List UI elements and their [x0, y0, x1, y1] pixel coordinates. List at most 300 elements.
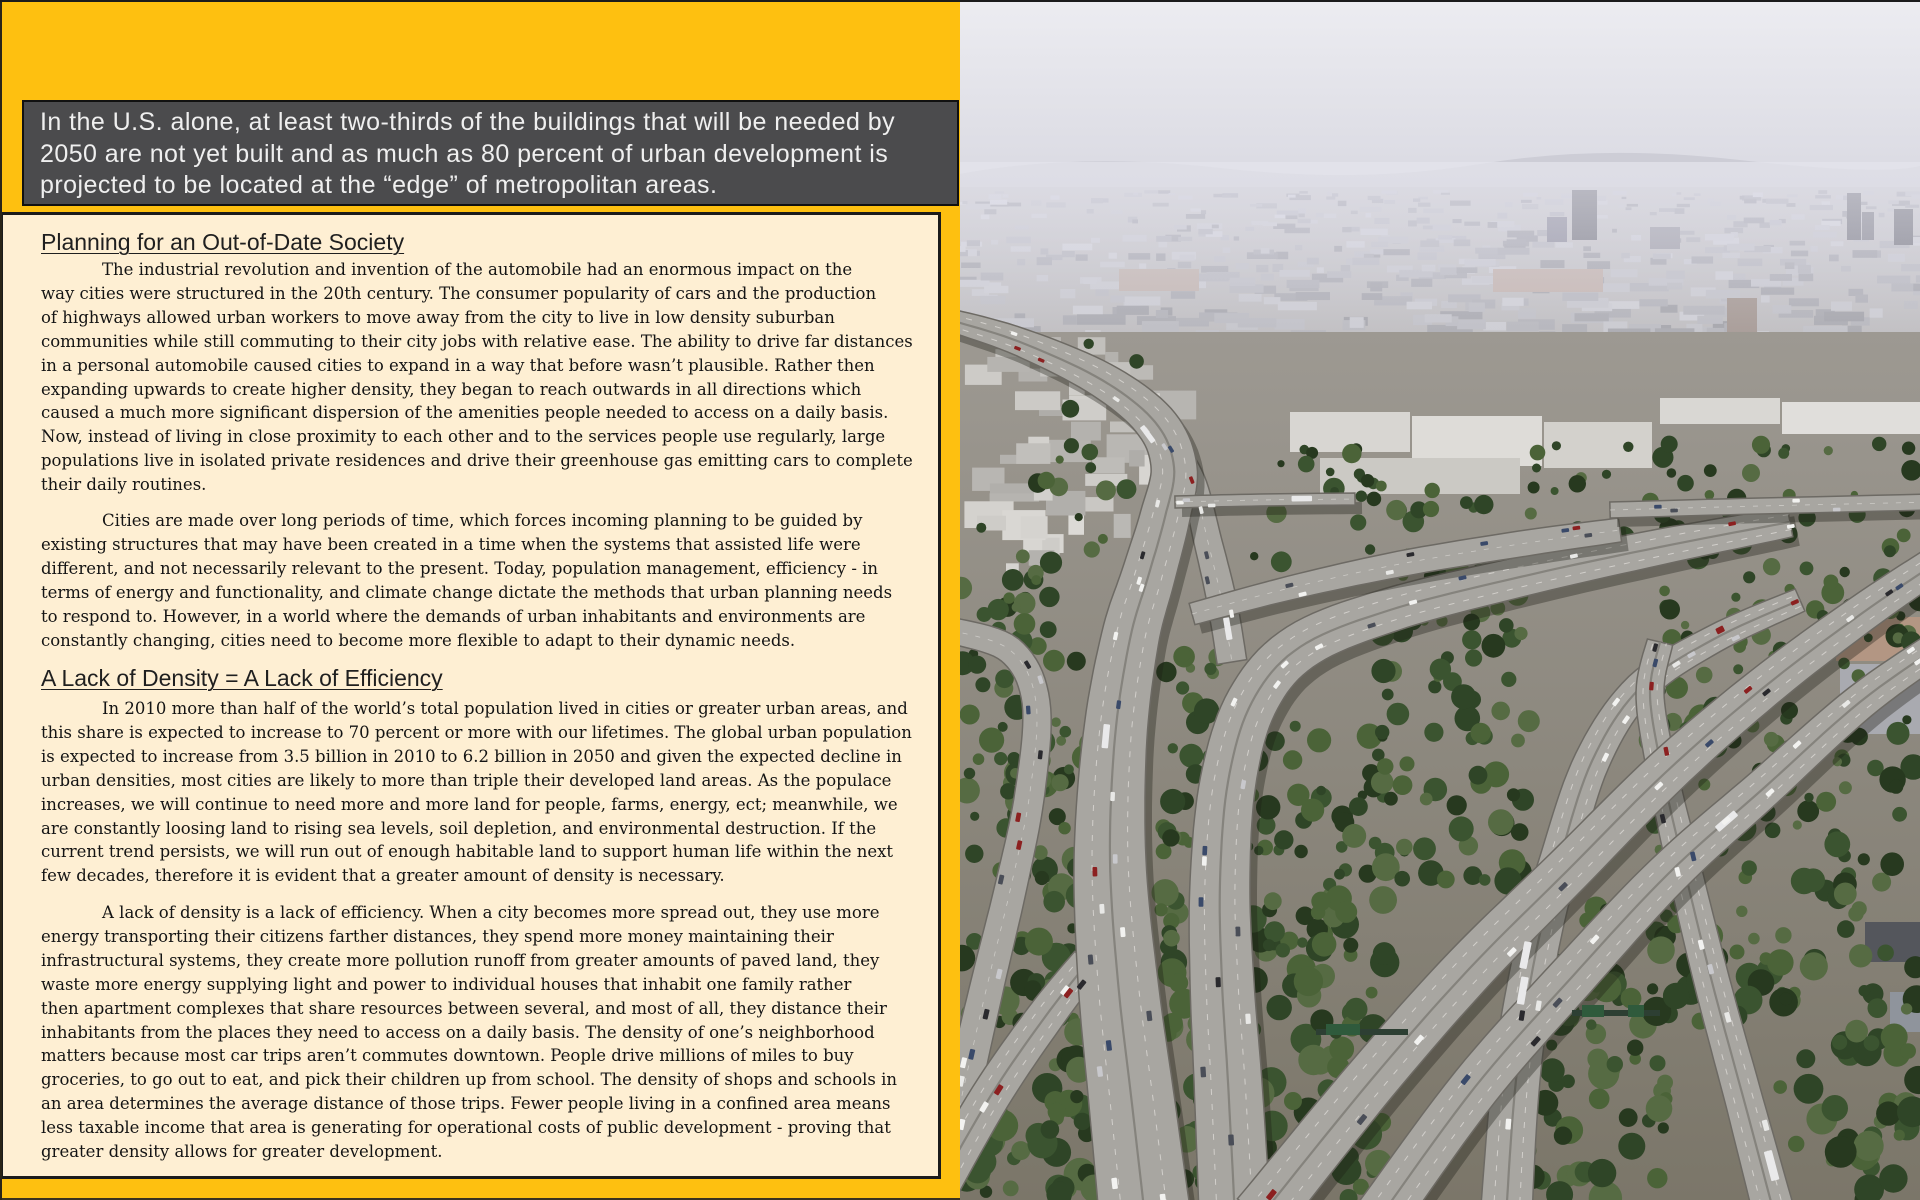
tree	[1569, 475, 1586, 492]
tree	[1096, 480, 1116, 500]
building-roof	[1320, 458, 1520, 494]
tree	[977, 607, 992, 622]
tree	[1589, 1089, 1610, 1110]
building-roof	[1071, 422, 1101, 441]
car	[1208, 504, 1216, 508]
tree	[1277, 460, 1284, 467]
tree	[1619, 1108, 1638, 1127]
tree	[1369, 837, 1382, 850]
tree	[968, 656, 986, 674]
tree	[1607, 1056, 1623, 1072]
car	[1038, 750, 1043, 759]
tree	[1284, 1092, 1302, 1110]
tree	[1876, 1101, 1900, 1125]
paragraph-line: waste more energy supplying light and power to individual houses that inhabit one family rather	[41, 974, 852, 994]
road-surface	[1175, 493, 1355, 508]
building-roof	[1114, 514, 1131, 538]
tree	[1488, 809, 1514, 835]
tree	[1460, 496, 1473, 509]
tree	[1514, 627, 1527, 640]
car	[1092, 867, 1097, 877]
paragraph	[41, 697, 912, 888]
tree	[1804, 793, 1813, 802]
paragraph-line: urban densities, most cities are likely to more than triple their developed land areas. As the populace	[41, 770, 892, 790]
tree	[1176, 647, 1191, 662]
tree	[1540, 1058, 1565, 1083]
tree	[1462, 630, 1481, 649]
tree	[1420, 793, 1433, 806]
tree	[1367, 492, 1382, 507]
paragraph-line: expanding upwards to create higher density, they began to reach outwards in all directions which	[41, 379, 862, 399]
paragraph-line: caused a much more significant dispersion of the amenities people needed to access on a daily basis.	[41, 403, 889, 423]
tree	[1451, 684, 1476, 709]
tree	[1677, 475, 1694, 492]
tree	[1764, 732, 1779, 747]
tree	[1204, 663, 1216, 675]
tree	[1763, 558, 1780, 575]
tree	[1064, 438, 1079, 453]
tree	[1084, 541, 1100, 557]
paragraph	[41, 258, 913, 497]
section-heading: A Lack of Density = A Lack of Efficiency	[41, 665, 443, 691]
tree	[1361, 474, 1374, 487]
tree	[1263, 939, 1275, 951]
tree	[1552, 441, 1561, 450]
tree	[1778, 448, 1789, 459]
paragraph	[41, 901, 897, 1164]
building-roof	[990, 493, 1040, 501]
tree	[1014, 613, 1036, 635]
building-roof	[1660, 398, 1780, 424]
building-roof	[1016, 443, 1050, 464]
tree	[1349, 797, 1368, 816]
truck	[1292, 496, 1313, 502]
paragraph	[41, 509, 892, 652]
tree	[1003, 1181, 1019, 1197]
tree	[1394, 871, 1410, 887]
tree	[1052, 774, 1069, 791]
tree	[1334, 869, 1345, 880]
paragraph-line: inhabitants from the places they need to access on a daily basis. The density of one’s neighborhood	[41, 1022, 875, 1042]
tree	[1058, 822, 1070, 834]
tree	[1901, 1003, 1912, 1014]
tree	[1887, 722, 1910, 745]
tree	[1312, 932, 1337, 957]
tree	[1736, 906, 1747, 917]
tree	[1667, 468, 1677, 478]
tree	[1060, 726, 1072, 738]
tree	[1845, 1020, 1868, 1043]
tree	[979, 728, 1004, 753]
tree	[1070, 1090, 1083, 1103]
left-border	[0, 0, 2, 1200]
tree	[1376, 481, 1387, 492]
tree	[1335, 901, 1357, 923]
car	[1245, 1014, 1251, 1025]
tree	[1373, 942, 1396, 965]
tree	[1647, 1168, 1667, 1188]
tree	[1837, 920, 1855, 938]
tree	[1854, 1131, 1884, 1161]
tree	[1824, 446, 1833, 455]
tree	[1271, 551, 1292, 572]
tree	[1872, 873, 1891, 892]
paragraph-line: less taxable income that area is generating for operational costs of public development - proving that	[41, 1118, 891, 1138]
paragraph-line: their daily routines.	[41, 475, 207, 495]
tree	[1016, 550, 1030, 564]
tree	[1163, 930, 1180, 947]
car	[1649, 682, 1654, 691]
car	[1088, 954, 1094, 964]
paragraph-line: of highways allowed urban workers to move away from the city to live in low density suburban	[41, 307, 835, 327]
tree	[1413, 837, 1436, 860]
tree	[1868, 998, 1888, 1018]
tree	[960, 705, 980, 725]
tree	[1002, 569, 1024, 591]
tree	[1528, 482, 1540, 494]
tree	[1329, 1037, 1354, 1062]
tree	[1800, 952, 1828, 980]
paragraph-line: to respond to. However, in a world where the demands of urban inhabitants and environments are	[41, 606, 866, 626]
building-roof	[1092, 457, 1125, 473]
tree	[1834, 883, 1857, 906]
tree	[1038, 472, 1055, 489]
tree	[976, 523, 986, 533]
tree	[1375, 725, 1389, 739]
tree	[1082, 444, 1099, 461]
car	[1113, 854, 1118, 863]
tree	[1025, 928, 1053, 956]
tree	[1425, 483, 1440, 498]
tree	[1501, 672, 1516, 687]
car	[1792, 499, 1800, 503]
tree	[1003, 592, 1014, 603]
top-border	[0, 0, 1920, 2]
tree	[1343, 938, 1358, 953]
tree	[1031, 575, 1041, 585]
tree	[1098, 534, 1108, 544]
tree	[1499, 618, 1514, 633]
tree	[1767, 949, 1794, 976]
tree	[1696, 667, 1713, 684]
tree	[1816, 792, 1836, 812]
tree	[1075, 513, 1083, 521]
tree	[1041, 1120, 1060, 1139]
tree	[1437, 871, 1455, 889]
freeway-aerial-photo	[960, 2, 1920, 1200]
car	[1110, 792, 1115, 801]
tree	[1491, 702, 1510, 721]
tree	[1705, 490, 1715, 500]
tree	[1900, 1043, 1916, 1059]
paragraph-line: then apartment complexes that share resources between several, and most of all, they distance their	[41, 998, 887, 1018]
tree	[1872, 437, 1886, 451]
tree	[1085, 462, 1096, 473]
tree	[1043, 891, 1065, 913]
tree	[1474, 495, 1493, 514]
tree	[1264, 921, 1285, 942]
photo-illustration	[960, 2, 1920, 1200]
tree	[1602, 470, 1611, 479]
tree	[1858, 853, 1870, 865]
tree	[1168, 743, 1178, 753]
tree	[970, 812, 979, 821]
tree	[1356, 491, 1367, 502]
tree	[1471, 723, 1491, 743]
freeway-sign	[1582, 1005, 1604, 1017]
tree	[1864, 1035, 1880, 1051]
tree	[973, 753, 985, 765]
tree	[1160, 789, 1185, 814]
paragraph-line: In 2010 more than half of the world’s total population lived in cities or greater urban areas, and	[102, 699, 908, 718]
paragraph-line: constantly changing, cities need to become more flexible to adapt to their dynamic needs.	[41, 630, 796, 650]
tree	[1371, 659, 1395, 683]
tree	[1294, 967, 1323, 996]
tree	[1371, 771, 1394, 794]
tree	[1884, 545, 1896, 557]
tree	[1267, 995, 1292, 1020]
car	[1183, 498, 1191, 502]
paragraph-line: an area determines the average distance of those trips. Fewer people living in a confined area means	[41, 1094, 891, 1114]
tree	[1647, 983, 1658, 994]
car	[1202, 856, 1207, 866]
tree	[1369, 886, 1397, 914]
tree	[1396, 839, 1413, 856]
tree	[964, 768, 975, 779]
car	[1833, 508, 1841, 512]
tree	[1897, 529, 1911, 543]
paragraph-line: communities while still commuting to their city jobs with relative ease. The ability to drive far distances	[41, 331, 913, 351]
tree	[1530, 445, 1546, 461]
tree	[1084, 339, 1094, 349]
tree	[1298, 456, 1315, 473]
tree	[1650, 1055, 1666, 1071]
section-heading: Planning for an Out-of-Date Society	[41, 229, 405, 255]
tree	[1877, 945, 1894, 962]
tree	[1659, 586, 1670, 597]
tree	[1039, 587, 1059, 607]
tree	[1326, 468, 1335, 477]
car	[1654, 505, 1662, 509]
tree	[1276, 943, 1290, 957]
tree	[965, 845, 983, 863]
tree	[1618, 1133, 1645, 1160]
tree	[1316, 786, 1326, 796]
tree	[1730, 945, 1745, 960]
car	[1199, 897, 1204, 907]
tree	[1311, 892, 1330, 911]
freeway-sign	[1326, 1024, 1360, 1035]
car	[1200, 1067, 1206, 1078]
freeway-sign	[1628, 1005, 1644, 1017]
tree	[1012, 603, 1021, 612]
tree	[1588, 1159, 1616, 1187]
tree	[1465, 649, 1482, 666]
paragraph-line: in a personal automobile caused cities to expand in a way that before wasn’t plausible. Rather then	[41, 355, 875, 375]
tree	[1586, 1019, 1597, 1030]
paragraph-line: groceries, to go out to eat, and pick their children up from school. The density of shops and schools in	[41, 1070, 898, 1090]
tree	[1788, 1136, 1804, 1152]
tree	[1892, 807, 1907, 822]
car	[1228, 1134, 1234, 1145]
tree	[1365, 544, 1375, 554]
tree	[1179, 744, 1203, 768]
tree	[1152, 879, 1179, 906]
paragraph-line: way cities were structured in the 20th century. The consumer popularity of cars and the production	[41, 283, 877, 303]
tree	[1627, 1040, 1643, 1056]
paragraph-line: few decades, therefore it is evident that a greater amount of density is necessary.	[41, 866, 725, 886]
tree	[1902, 715, 1911, 724]
car	[1099, 904, 1104, 914]
tree	[1743, 571, 1755, 583]
tree	[1623, 442, 1633, 452]
tree	[1825, 1136, 1857, 1168]
tree	[1507, 788, 1520, 801]
tree	[1035, 871, 1049, 885]
tree	[1387, 703, 1410, 726]
car	[1505, 1119, 1511, 1130]
tree	[1176, 681, 1189, 694]
paragraph-line: increases, we will continue to need more and more land for people, farms, energy, ect; meanwhile, we	[41, 794, 898, 814]
tree	[1551, 487, 1559, 495]
tree	[1793, 820, 1802, 829]
paragraph-line: Now, instead of living in close proximity to each other and to the services people use regularly, large	[41, 427, 886, 447]
tree	[1647, 936, 1675, 964]
tree	[1880, 852, 1904, 876]
tree	[1430, 659, 1451, 680]
tree	[1894, 1130, 1905, 1141]
tree	[1731, 593, 1740, 602]
tree	[1824, 575, 1839, 590]
tree	[1832, 1035, 1847, 1050]
tree	[1742, 860, 1757, 875]
tree	[1290, 721, 1301, 732]
tree	[1061, 400, 1079, 418]
tree	[1800, 562, 1814, 576]
tree	[1779, 993, 1792, 1006]
tree	[1879, 1164, 1907, 1192]
callout-text	[40, 107, 895, 202]
tree	[1283, 750, 1302, 769]
paragraph-line: are constantly loosing land to rising sea levels, soil depletion, and environmental destruction. If the	[41, 818, 877, 838]
car	[1176, 501, 1184, 505]
paragraph-line: populations live in isolated private residences and drive their greenhouse gas emitting cars to complete	[41, 451, 913, 471]
tree	[1889, 779, 1903, 793]
car	[1202, 846, 1207, 856]
tree	[1902, 442, 1915, 455]
tree	[1301, 799, 1324, 822]
tree	[1773, 1080, 1787, 1094]
tree	[1532, 464, 1541, 473]
paragraph-line: matters because most car trips aren’t commutes downtown. People drive millions of miles to buy	[41, 1046, 854, 1066]
tree	[1661, 436, 1678, 453]
building-roof	[1129, 450, 1145, 466]
tree	[1043, 650, 1065, 672]
tree	[1525, 508, 1537, 520]
tree	[1796, 1049, 1815, 1068]
paragraph-line: terms of energy and functionality, and climate change dictate the methods that urban planning needs	[41, 582, 893, 602]
tree	[1382, 689, 1394, 701]
tree	[1067, 652, 1086, 671]
tree	[1479, 874, 1491, 886]
tree	[1646, 1095, 1673, 1122]
tree	[1511, 734, 1525, 748]
paragraph-line: this share is expected to increase to 70 percent or more with our lifetimes. The global urban population	[41, 722, 912, 742]
tree	[1849, 944, 1872, 967]
tree	[1704, 464, 1717, 477]
tree	[1366, 987, 1378, 999]
paragraph-line: existing structures that may have been created in a time when the systems that assisted life were	[41, 534, 861, 554]
tree	[1554, 1127, 1572, 1145]
tree	[1752, 436, 1770, 454]
car	[1670, 509, 1678, 513]
tree	[1393, 775, 1413, 795]
tree	[994, 752, 1007, 765]
tree	[1048, 1103, 1066, 1121]
tree	[1297, 937, 1307, 947]
paragraph-line: energy transporting their citizens farther distances, they spend more money maintaining their	[41, 926, 834, 946]
tree	[1129, 354, 1144, 369]
tree	[1840, 567, 1850, 577]
tree	[1839, 781, 1852, 794]
tree	[1155, 903, 1168, 916]
tree	[1859, 985, 1871, 997]
tree	[1056, 456, 1064, 464]
tree	[1386, 500, 1406, 520]
tree	[1658, 1122, 1669, 1133]
tree	[1384, 792, 1398, 806]
paragraph-line: different, and not necessarily relevant to the present. Today, population management, efficiency - in	[41, 558, 879, 578]
tree	[1681, 621, 1689, 629]
tree	[1051, 717, 1061, 727]
tree	[1400, 756, 1415, 771]
tree	[1274, 830, 1293, 849]
callout-line: 2050 are not yet built and as much as 80 percent of urban development is	[40, 139, 889, 168]
paragraph-line: greater density allows for greater development.	[41, 1142, 443, 1162]
tree	[1511, 823, 1529, 841]
tree	[1250, 552, 1258, 560]
tree	[1423, 501, 1439, 517]
paragraph-line: A lack of density is a lack of efficiency. When a city becomes more spread out, they use more	[102, 903, 880, 922]
tree	[1117, 479, 1137, 499]
tree	[1424, 723, 1443, 742]
tree	[1307, 728, 1331, 752]
paragraph-line: infrastructural systems, they create more pollution runoff from greater amounts of paved land, they	[41, 950, 880, 970]
tree	[1447, 795, 1467, 815]
tree	[1824, 831, 1850, 857]
tree	[1482, 634, 1506, 658]
tree	[1660, 599, 1680, 619]
tree	[1733, 664, 1743, 674]
tree	[1040, 621, 1057, 638]
building-roof	[1021, 516, 1048, 538]
tree	[1377, 758, 1394, 775]
tree	[1748, 933, 1760, 945]
tree	[1428, 680, 1441, 693]
building-roof	[1015, 391, 1060, 410]
paragraph-line: The industrial revolution and invention of the automobile had an enormous impact on the	[102, 260, 853, 279]
tree	[1797, 800, 1819, 822]
tree	[975, 677, 990, 692]
tree	[1794, 1074, 1824, 1104]
tree	[1518, 710, 1540, 732]
tree	[1162, 829, 1179, 846]
tree	[1074, 1113, 1091, 1130]
tree	[1775, 927, 1791, 943]
tree	[1822, 1095, 1848, 1121]
paragraph-line: is expected to increase from 3.5 billion in 2010 to 6.2 billion in 2050 and given the expected decline in	[41, 746, 902, 766]
tree	[1342, 444, 1361, 463]
